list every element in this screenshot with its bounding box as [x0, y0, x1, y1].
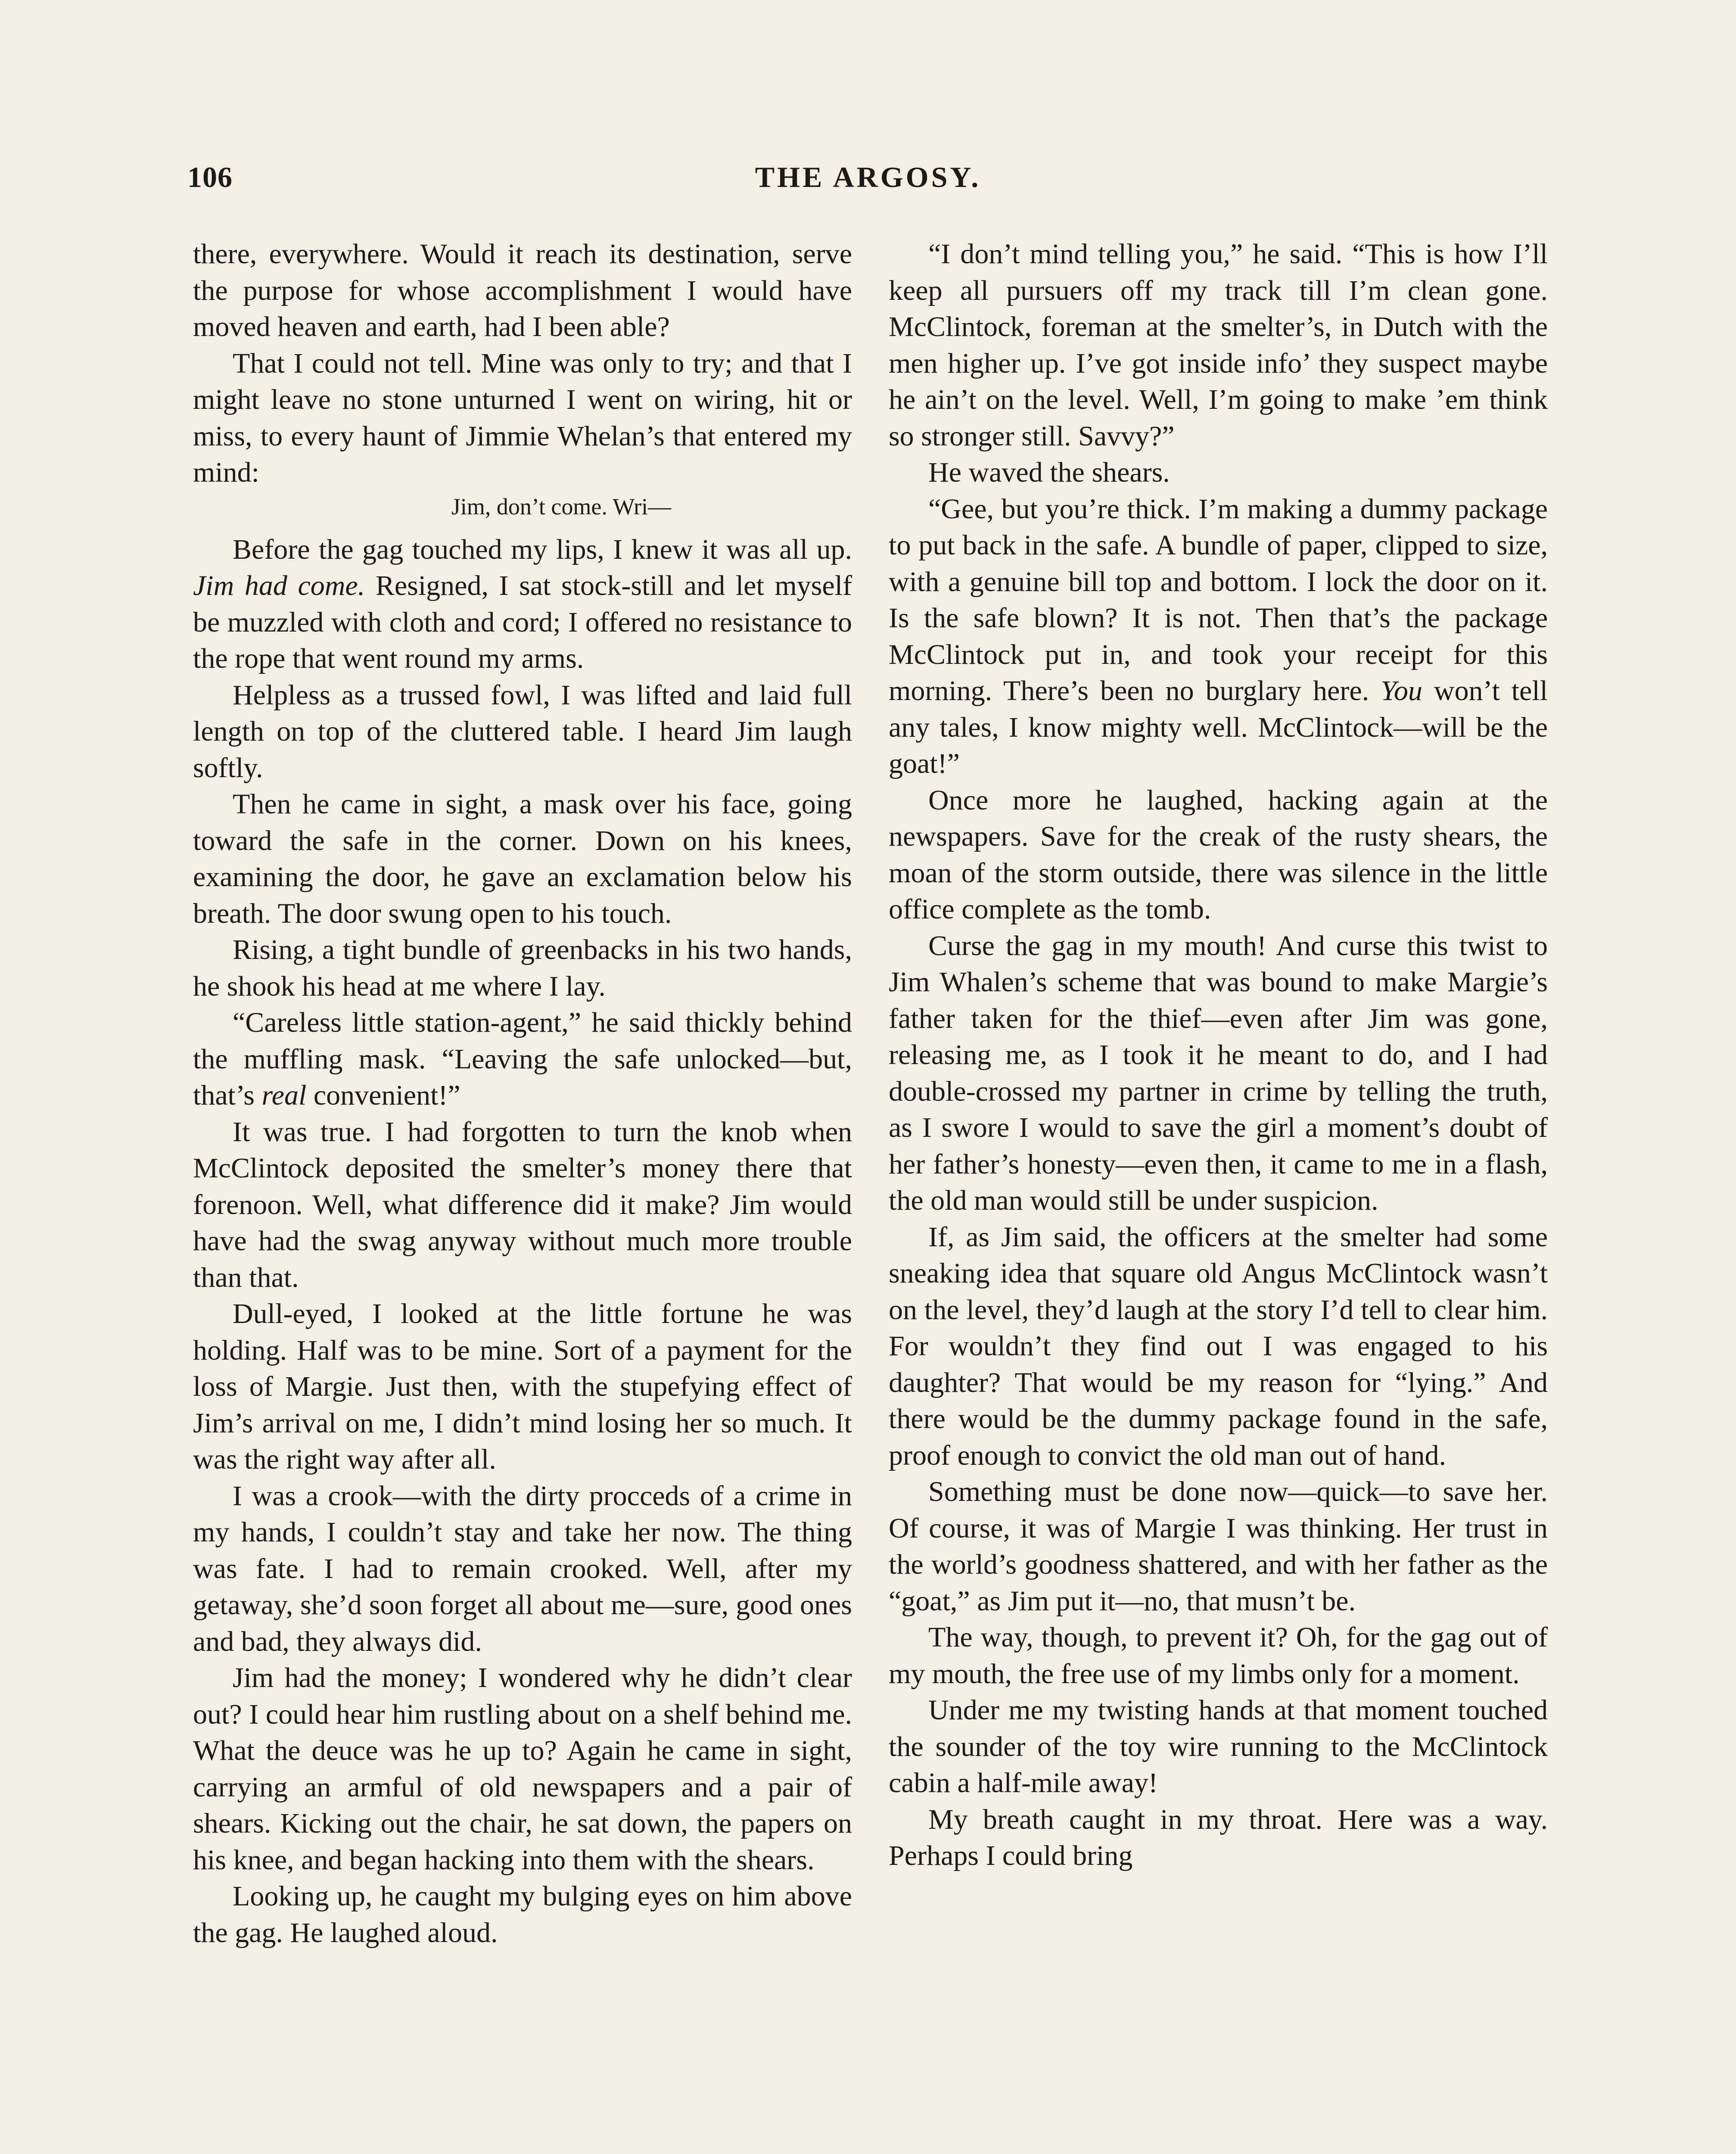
running-head: THE ARGOSY.: [755, 161, 981, 193]
paragraph: Then he came in sight, a mask over his face, going toward the safe in the corner. Down on his knees, examining the door, he gave an exclamation below his breath. The door swung open to his touch.: [193, 788, 852, 929]
paragraph: Something must be done now—quick—to save her. Of course, it was of Margie I was thinking. Her trust in the world’s goodness shattered, and with her father as the “goat,” as Jim put it—no, that musn’t be.: [889, 1476, 1548, 1617]
paragraph: That I could not tell. Mine was only to try; and that I might leave no stone unturned I went on wiring, hit or miss, to every haunt of Jimmie Whelan’s that entered my mind:: [193, 347, 852, 488]
page-number: 106: [187, 161, 233, 193]
text-run: “Careless little station-agent,” he said thickly behind the muffling mask. “Leaving the safe unlocked—but, that’s: [193, 1007, 852, 1111]
right-column: [889, 236, 1548, 1874]
paragraph: Helpless as a trussed fowl, I was lifted and laid full length on top of the cluttered table. I heard Jim laugh softly.: [193, 679, 852, 784]
paragraph: Once more he laughed, hacking again at the newspapers. Save for the creak of the rusty shears, the moan of the storm outside, there was silence in the little office complete as the tomb.: [889, 784, 1548, 925]
paragraph: My breath caught in my throat. Here was a way. Perhaps I could bring: [889, 1803, 1548, 1871]
telegram-text: Jim, don’t come. Wri—: [451, 493, 672, 520]
paragraph: Jim had the money; I wondered why he didn’t clear out? I could hear him rustling about on a shelf behind me. What the deuce was he up to? Again he came in sight, carrying an armful of old newspapers and a pair of shears. Kicking out the chair, he sat down, the papers on his knee, and began hacking into them with the shears.: [193, 1662, 852, 1876]
text-run: won’t tell any tales, I know mighty well. McClintock—will be the goat!”: [889, 675, 1548, 779]
paragraph: I was a crook—with the dirty procceds of a crime in my hands, I couldn’t stay and take her now. The thing was fate. I had to remain crooked. Well, after my getaway, she’d soon forget all about me—sure, good ones and bad, they always did.: [193, 1480, 852, 1657]
text-run: “Gee, but you’re thick. I’m making a dummy package to put back in the safe. A bundle of paper, clipped to size, with a genuine bill top and bottom. I lock the door on it. Is the safe blown? It is not. Then that’s the package McClintock put in, and took your receipt for this morning. There’s been no burglary here.: [889, 493, 1548, 707]
paragraph: He waved the shears.: [928, 457, 1170, 488]
paragraph: Under me my twisting hands at that moment touched the sounder of the toy wire running to the McClintock cabin a half-mile away!: [889, 1694, 1548, 1799]
paragraph: The way, though, to prevent it? Oh, for the gag out of my mouth, the free use of my limbs only for a moment.: [889, 1622, 1548, 1690]
paragraph: [889, 491, 1548, 782]
left-column: [193, 236, 852, 1951]
text-run: Before the gag touched my lips, I knew it was all up.: [233, 533, 852, 565]
paragraph: Dull-eyed, I looked at the little fortune he was holding. Half was to be mine. Sort of a payment for the loss of Margie. Just then, with the stupefying effect of Jim’s arrival on me, I didn’t mind losing her so much. It was the right way after all.: [193, 1298, 852, 1475]
paragraph: [193, 532, 852, 677]
paragraph: “I don’t mind telling you,” he said. “This is how I’ll keep all pursuers off my track till I’m clean gone. McClintock, foreman at the smelter’s, in Dutch with the men higher up. I’ve got inside info’ they suspect maybe he ain’t on the level. Well, I’m going to make ’em think so stronger still. Savvy?”: [889, 238, 1548, 452]
paragraph: [193, 1005, 852, 1114]
paragraph: Rising, a tight bundle of greenbacks in his two hands, he shook his head at me where I lay.: [193, 934, 852, 1002]
paragraph: It was true. I had forgotten to turn the knob when McClintock deposited the smelter’s money there that forenoon. Well, what difference did it make? Jim would have had the swag anyway without much more trouble than that.: [193, 1116, 852, 1293]
paragraph: there, everywhere. Would it reach its destination, serve the purpose for whose accomplishment I would have moved heaven and earth, had I been able?: [193, 238, 852, 342]
italic-text: Jim had come.: [193, 570, 365, 601]
text-run: convenient!”: [313, 1080, 460, 1111]
italic-text: real: [261, 1080, 307, 1111]
paragraph: If, as Jim said, the officers at the smelter had some sneaking idea that square old Angus McClintock wasn’t on the level, they’d laugh at the story I’d tell to clear him. For wouldn’t they find out I was engaged to his daughter? That would be my reason for “lying.” And there would be the dummy package found in the safe, proof enough to convict the old man out of hand.: [889, 1221, 1548, 1471]
paragraph: Looking up, he caught my bulging eyes on him above the gag. He laughed aloud.: [193, 1880, 852, 1949]
italic-text: You: [1381, 675, 1422, 707]
paragraph: Curse the gag in my mouth! And curse this twist to Jim Whalen’s scheme that was bound to make Margie’s father taken for the thief—even after Jim was gone, releasing me, as I took it he meant to do, and I had double-crossed my partner in crime by telling the truth, as I swore I would to save the girl a moment’s doubt of her father’s honesty—even then, it came to me in a flash, the old man would still be under suspicion.: [889, 930, 1548, 1216]
text-run: Resigned, I sat stock-still and let myself be muzzled with cloth and cord; I offered no resistance to the rope that went round my arms.: [193, 570, 852, 674]
